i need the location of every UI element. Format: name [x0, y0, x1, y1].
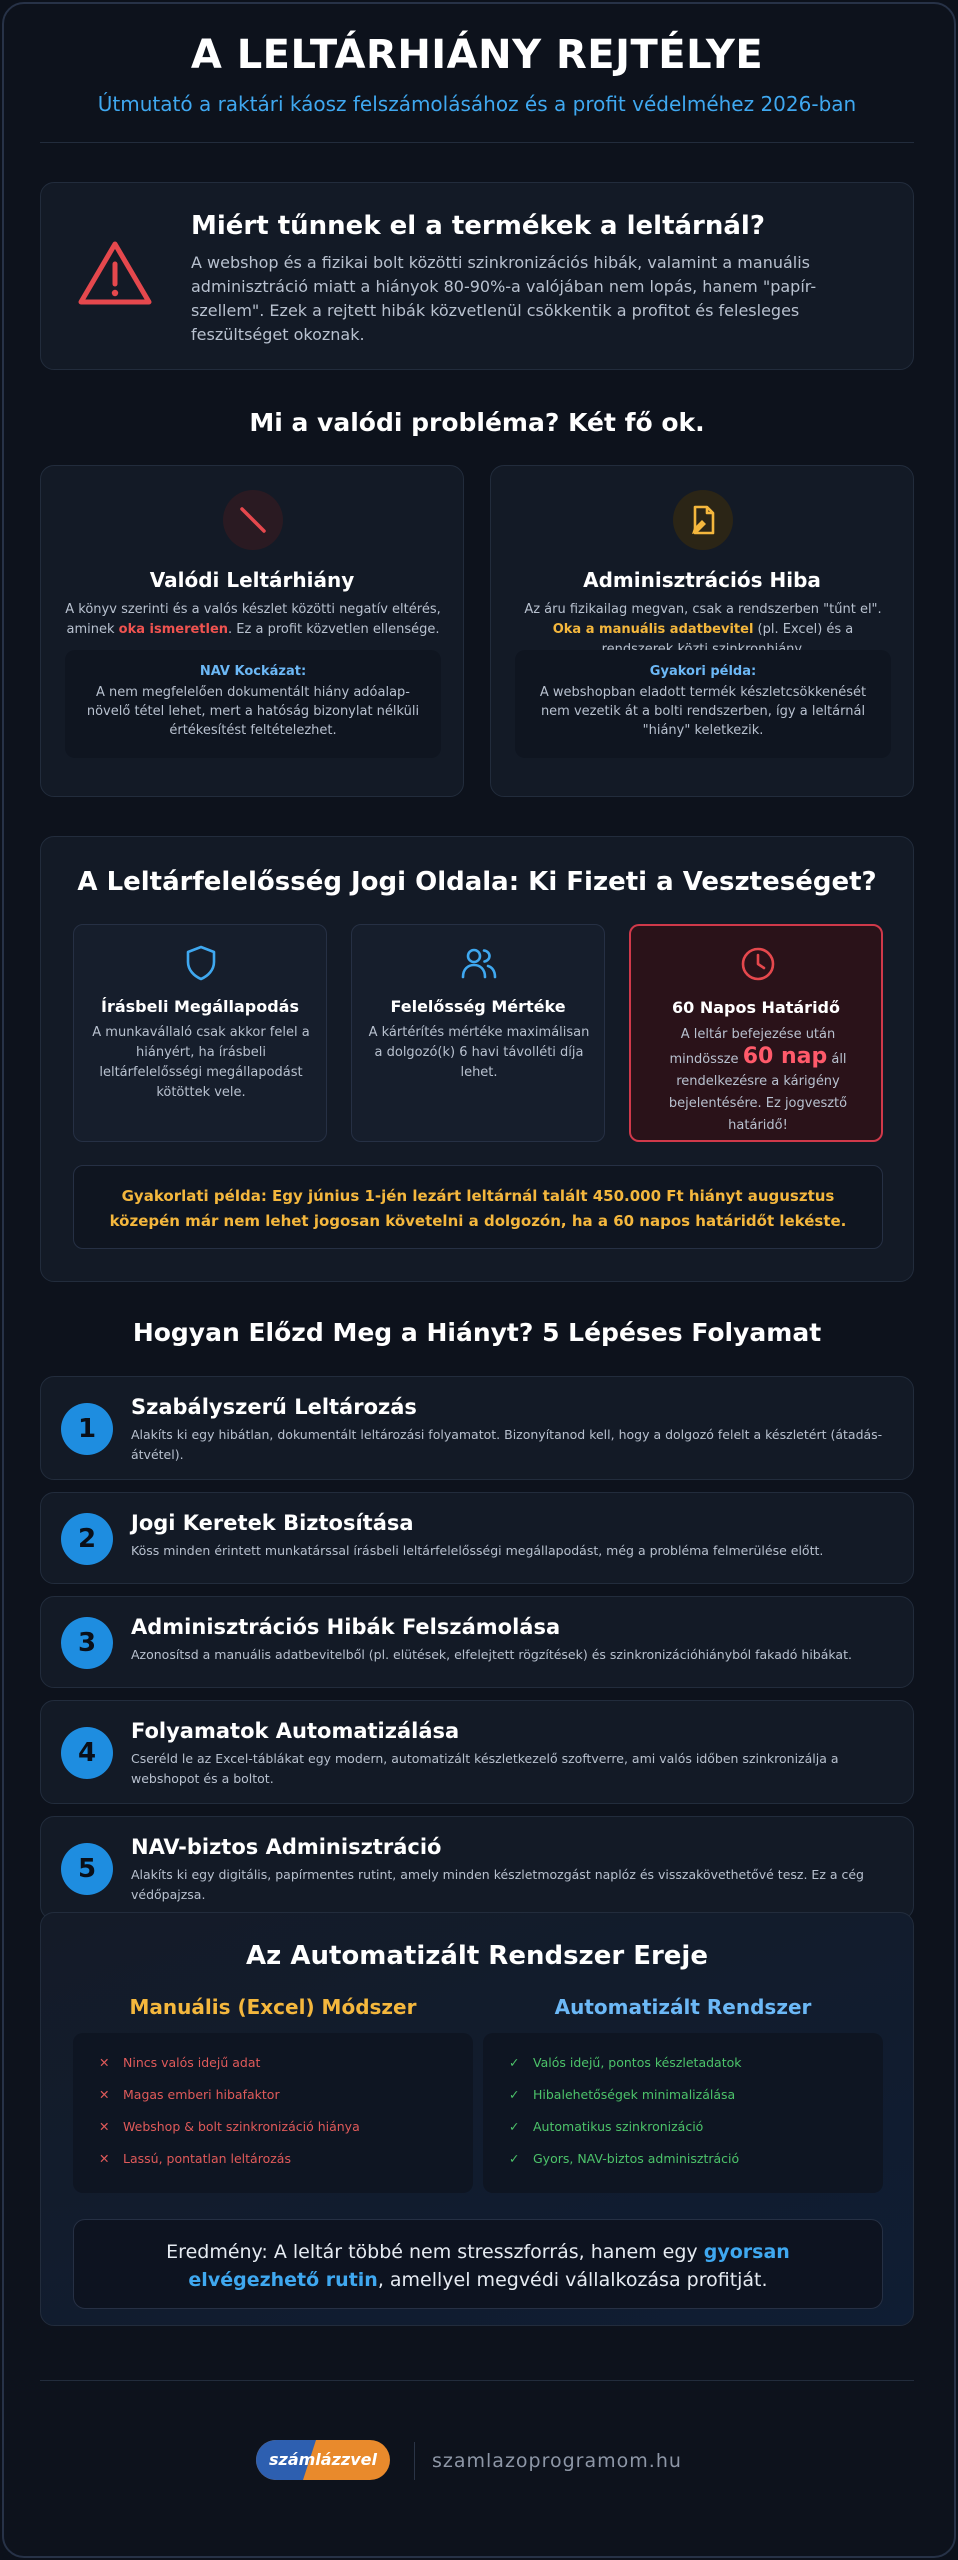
step-text: Alakíts ki egy hibátlan, dokumentált leltározási folyamatot. Bizonyítanod kell, hogy a dolgozó felelt a készletért (átadás-átvétel).: [131, 1427, 883, 1462]
real-shortage-card: [40, 465, 464, 797]
intro-text: A webshop és a fizikai bolt közötti szinkronizációs hibák, valamint a manuális adminisztráció miatt a hiányok 80-90%-a valójában nem lopás, hanem "papír-szellem". Ezek a rejtett hibák közvetlenül csökkentik a profitot és felesleges feszültséget okoznak.: [191, 253, 817, 344]
cross-icon: ✕: [99, 2087, 110, 2102]
real-shortage-desc: A könyv szerinti és a valós készlet közötti negatív eltérés, aminek oka ismeretlen. Ez a profit közvetlen ellensége.: [65, 602, 441, 637]
automated-system-title: Automatizált Rendszer: [554, 1995, 812, 2019]
clock-icon: [738, 944, 778, 984]
page-header: [0, 32, 954, 116]
step-title: Folyamatok Automatizálása: [131, 1719, 460, 1743]
comparison-section-title: Az Automatizált Rendszer Ereje: [246, 1941, 708, 1971]
manual-method-title: Manuális (Excel) Módszer: [129, 1995, 417, 2019]
header-divider: [40, 142, 914, 143]
step-title: Adminisztrációs Hibák Felszámolása: [131, 1615, 561, 1639]
written-agreement-card: [73, 924, 327, 1142]
automated-system-list: [483, 2033, 883, 2193]
list-item: ✓ Valós idejű, pontos készletadatok: [509, 2047, 857, 2079]
step-item: [40, 1816, 914, 1920]
legal-example-box: Gyakorlati példa: Egy június 1-jén lezárt leltárnál talált 450.000 Ft hiányt augusztus közepén már nem lehet jogosan követelni a dolgozón, ha a 60 napos határidőt lekéste.: [73, 1165, 883, 1249]
step-title: NAV-biztos Adminisztráció: [131, 1835, 442, 1859]
liability-extent-title: Felelősség Mértéke: [390, 997, 566, 1016]
liability-extent-card: [351, 924, 605, 1142]
list-item: ✓ Gyors, NAV-biztos adminisztráció: [509, 2143, 857, 2175]
list-item: ✕ Magas emberi hibafaktor: [99, 2079, 447, 2111]
file-edit-icon: [673, 490, 733, 550]
nav-risk-label: NAV Kockázat:: [199, 664, 307, 679]
step-item: [40, 1492, 914, 1584]
step-item: [40, 1376, 914, 1480]
step-title: Jogi Keretek Biztosítása: [131, 1511, 414, 1535]
footer-divider: [40, 2380, 914, 2381]
list-item: ✕ Lassú, pontatlan leltározás: [99, 2143, 447, 2175]
sixty-day-deadline-card: [629, 924, 883, 1142]
sixty-day-highlight: 60 nap: [742, 1044, 828, 1069]
sixty-day-deadline-title: 60 Napos Határidő: [671, 998, 840, 1017]
list-item: ✓ Hibalehetőségek minimalizálása: [509, 2079, 857, 2111]
cross-icon: ✕: [99, 2151, 110, 2166]
common-example-label: Gyakori példa:: [649, 664, 757, 679]
result-box: Eredmény: A leltár többé nem stresszforrás, hanem egy gyorsan elvégezhető rutin, amellyel megvédi vállalkozása profitját.: [73, 2219, 883, 2309]
admin-error-desc: Az áru fizikailag megvan, csak a rendszerben "tűnt el". Oka a manuális adatbevitel (pl. Excel) és a: [524, 602, 882, 637]
common-example-box: [515, 650, 891, 758]
check-icon: ✓: [509, 2151, 520, 2166]
steps-section-title: Hogyan Előzd Meg a Hiányt? 5 Lépéses Folyamat: [132, 1318, 822, 1347]
page-subtitle: Útmutató a raktári káosz felszámolásához és a profit védelméhez 2026-ban: [97, 92, 857, 116]
list-item: ✓ Automatikus szinkronizáció: [509, 2111, 857, 2143]
cross-icon: ✕: [99, 2119, 110, 2134]
step-item: [40, 1596, 914, 1688]
admin-error-card: [490, 465, 914, 797]
cross-icon: ✕: [99, 2055, 110, 2070]
brand-logo-text: számlázzvel: [269, 2450, 377, 2469]
step-number: 4: [61, 1727, 113, 1779]
step-text: Köss minden érintett munkatárssal írásbeli leltárfelelősségi megállapodást, még a probléma felmerülése előtt.: [131, 1543, 824, 1558]
nav-risk-text: A nem megfelelően dokumentált hiány adóalap-növelő tétel lehet, mert a hatóság bizonylat nélküli értékesítést feltételezhet.: [86, 685, 420, 738]
warning-triangle-icon: [75, 238, 155, 310]
manual-method-list: [73, 2033, 473, 2193]
page-title: A LELTÁRHIÁNY REJTÉLYE: [190, 32, 764, 78]
check-icon: ✓: [509, 2055, 520, 2070]
legal-section-title: A Leltárfelelősség Jogi Oldala: Ki Fizeti a Veszteséget?: [77, 867, 877, 897]
intro-card: [40, 182, 914, 370]
step-number: 1: [61, 1403, 113, 1455]
step-number: 5: [61, 1843, 113, 1895]
written-agreement-text: A munkavállaló csak akkor felel a hiányért, ha írásbeli leltárfelelősségi megállapodást kötöttek vele.: [92, 1025, 310, 1100]
footer-separator: [414, 2442, 415, 2480]
step-number: 2: [61, 1513, 113, 1565]
list-item: ✕ Webshop & bolt szinkronizáció hiánya: [99, 2111, 447, 2143]
real-shortage-title: Valódi Leltárhiány: [149, 568, 355, 592]
check-icon: ✓: [509, 2119, 520, 2134]
liability-extent-text: A kártérítés mértéke maximálisan a dolgozó(k) 6 havi távolléti díja lehet.: [368, 1025, 590, 1080]
list-item: ✕ Nincs valós idejű adat: [99, 2047, 447, 2079]
sixty-day-deadline-text: A leltár befejezése után mindössze 60 nap áll rendelkezésre a kárigény bejelentésére. Ez jogvesztő határidő!: [668, 1027, 848, 1133]
problems-section-title: Mi a valódi probléma? Két fő ok.: [249, 408, 705, 437]
comparison-section-card: [40, 1912, 914, 2326]
shield-icon: [181, 943, 221, 983]
footer-domain-link[interactable]: szamlazoprogramom.hu: [432, 2450, 682, 2472]
step-text: Cseréld le az Excel-táblákat egy modern, automatizált készletkezelő szoftverre, ami valós időben szinkronizálja a webshopot és a boltot.: [131, 1751, 839, 1786]
step-title: Szabályszerű Leltározás: [131, 1395, 417, 1419]
intro-title: Miért tűnnek el a termékek a leltárnál?: [191, 211, 765, 241]
nav-risk-box: [65, 650, 441, 758]
admin-error-title: Adminisztrációs Hiba: [583, 568, 821, 592]
check-icon: ✓: [509, 2087, 520, 2102]
step-text: Alakíts ki egy digitális, papírmentes rutint, amely minden készletmozgást naplóz és visszakövethetővé tesz. Ez a cég védőpajzsa.: [131, 1867, 864, 1902]
written-agreement-title: Írásbeli Megállapodás: [100, 997, 299, 1016]
step-number: 3: [61, 1617, 113, 1669]
common-example-text: A webshopban eladott termék készletcsökkenését nem vezetik át a bolti rendszerben, így a leltárnál "hiány" keletkezik.: [539, 685, 867, 738]
brand-logo[interactable]: [256, 2440, 390, 2480]
users-icon: [459, 943, 499, 983]
legal-section-card: [40, 836, 914, 1282]
step-text: Azonosítsd a manuális adatbevitelből (pl. elütések, elfelejtett rögzítések) és szinkronizációhiányból fakadó hibákat.: [131, 1647, 852, 1662]
slash-icon: [223, 490, 283, 550]
step-item: [40, 1700, 914, 1804]
